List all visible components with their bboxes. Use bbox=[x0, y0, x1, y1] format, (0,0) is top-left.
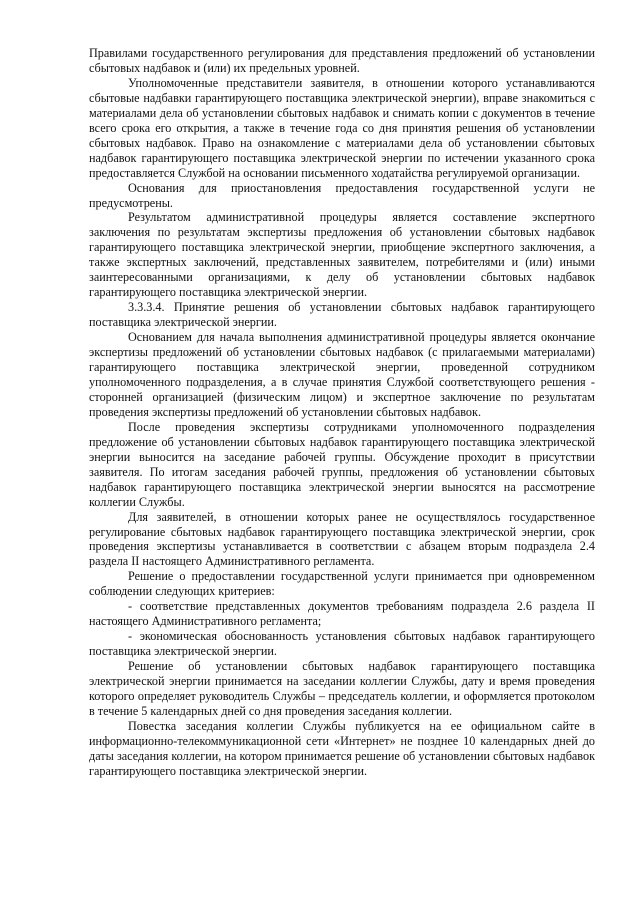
paragraph: Решение об установлении сбытовых надбавок гарантирующего поставщика электрической энергии принимается на заседании коллегии Службы, дату и время проведения которого определяет руководитель Службы – председатель коллегии, и оформляется протоколом в течение 5 календарных дней со дня проведения заседания коллегии. bbox=[89, 659, 595, 718]
list-item: - экономическая обоснованность установления сбытовых надбавок гарантирующего поставщика электрической энергии. bbox=[89, 629, 595, 659]
paragraph: Правилами государственного регулирования для представления предложений об установлении сбытовых надбавок и (или) их предельных уровней. bbox=[89, 46, 595, 75]
paragraph: После проведения экспертизы сотрудниками уполномоченного подразделения предложение об установлении сбытовых надбавок гарантирующего поставщика электрической энергии выносится на заседание рабочей группы. Обсуждение проходит в присутствии заявителя. По итогам заседания рабочей группы, предложения об установлении сбытовых надбавок гарантирующего поставщика электрической энергии выносятся на рассмотрение коллегии Службы. bbox=[89, 419, 595, 509]
paragraph: Для заявителей, в отношении которых ранее не осуществлялось государственное регулирование сбытовых надбавок гарантирующего поставщика электрической энергии, срок проведения экспертизы устанавливается в соответствии с абзацем вторым подраздела 2.4 раздела II настоящего Административного регламента. bbox=[89, 509, 595, 569]
paragraph: Повестка заседания коллегии Службы публикуется на ее официальном сайте в информационно-телекоммуникационной сети «Интернет» не позднее 10 календарных дней до даты заседания коллегии, на котором принимается решение об установлении сбытовых надбавок гарантирующего поставщика электрической энергии. bbox=[89, 718, 595, 778]
section-heading: 3.3.3.4. Принятие решения об установлении сбытовых надбавок гарантирующего поставщика электрической энергии. bbox=[89, 300, 595, 330]
paragraph: Основанием для начала выполнения административной процедуры является окончание экспертизы предложений об установлении сбытовых надбавок (с прилагаемыми материалами) гарантирующего поставщика электрической энергии, проведенной сотрудником уполномоченного подразделения, а в случае принятия Службой соответствующего решения - сторонней организацией (физическим лицом) и экспертное заключение по результатам проведения экспертизы предложений об установлении сбытовых надбавок. bbox=[89, 330, 595, 419]
paragraph: Результатом административной процедуры является составление экспертного заключения по результатам экспертизы предложения об установлении сбытовых надбавок гарантирующего поставщика электрической энергии, приобщение экспертного заключения, а также экспертных заключений, представленных заявителем, потребителями и (или) иными заинтересованными организациями, к делу об установлении сбытовых надбавок гарантирующего поставщика электрической энергии. bbox=[89, 210, 595, 300]
list-item: - соответствие представленных документов требованиям подраздела 2.6 раздела II настоящего Административного регламента; bbox=[89, 599, 595, 629]
paragraph: Уполномоченные представители заявителя, в отношении которого устанавливаются сбытовые надбавки гарантирующего поставщика электрической энергии), вправе знакомиться с материалами дела об установлении сбытовых надбавок и снимать копии с документов в течение всего срока его открытия, а также в течение года со дня принятия решения об установлении сбытовых надбавок. Право на ознакомление с материалами дела об установлении сбытовых надбавок гарантирующего поставщика электрической энергии по истечении указанного срока предоставляется Службой на основании письменного ходатайства регулируемой организации. bbox=[89, 75, 595, 180]
paragraph: Основания для приостановления предоставления государственной услуги не предусмотрены. bbox=[89, 180, 595, 210]
paragraph: Решение о предоставлении государственной услуги принимается при одновременном соблюдении следующих критериев: bbox=[89, 569, 595, 599]
document-body bbox=[89, 46, 595, 779]
